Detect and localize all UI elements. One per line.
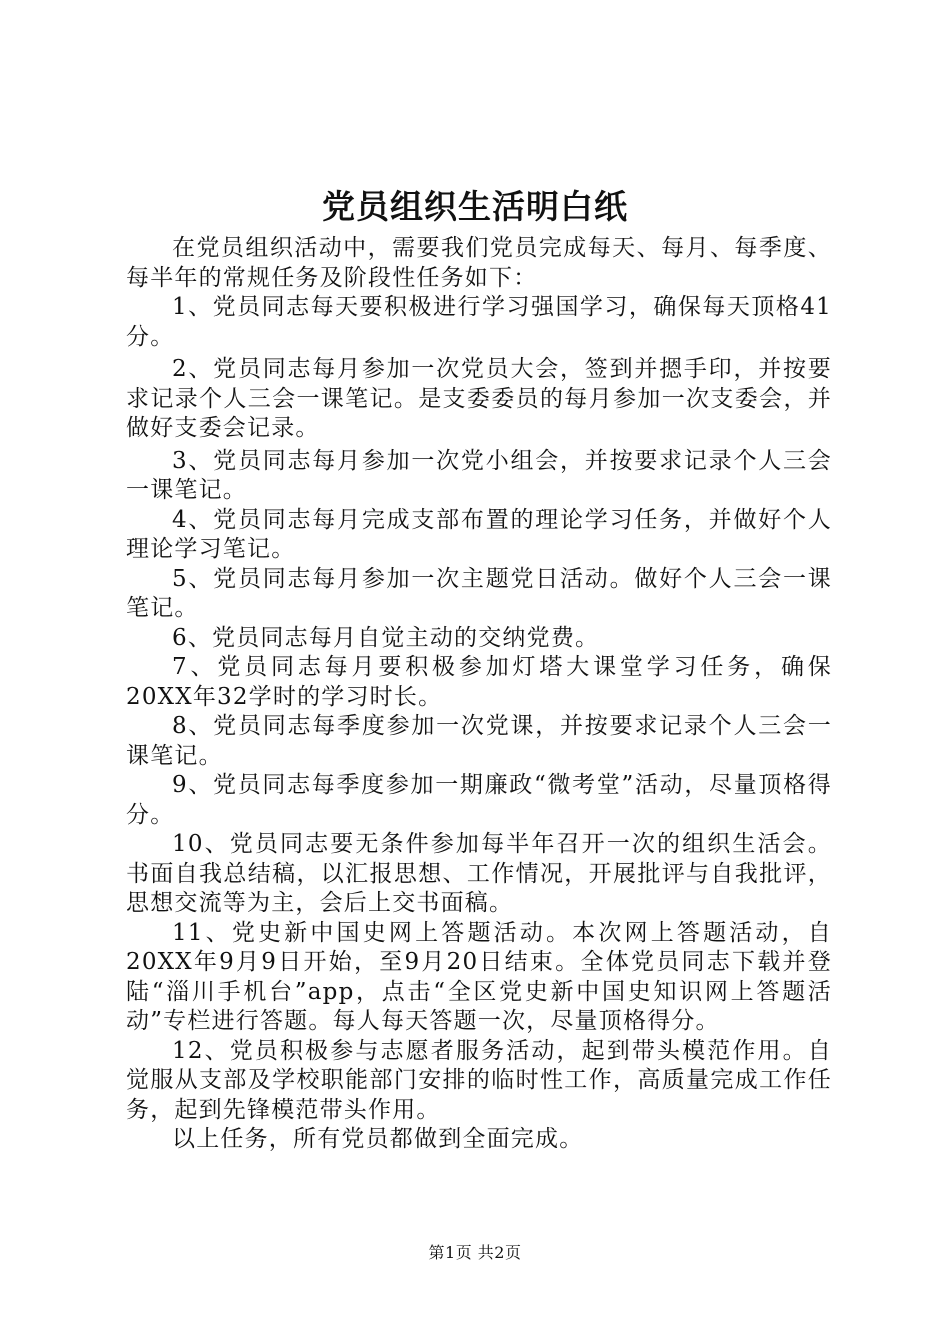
document-body [126, 234, 832, 1155]
task-item-8: 8、党员同志每季度参加一次党课，并按要求记录个人三会一课笔记。 [126, 713, 832, 769]
page-footer: 第1页 共2页 [428, 1243, 522, 1262]
task-item-12: 12、党员积极参与志愿者服务活动，起到带头模范作用。自觉服从支部及学校职能部门安排的临时性工作，高质量完成工作任务，起到先锋模范带头作用。 [126, 1037, 832, 1123]
task-item-5: 5、党员同志每月参加一次主题党日活动。做好个人三会一课笔记。 [126, 565, 832, 621]
task-item-1: 1、党员同志每天要积极进行学习强国学习，确保每天顶格41分。 [126, 294, 832, 350]
document-title: 党员组织生活明白纸 [322, 187, 628, 226]
task-item-3: 3、党员同志每月参加一次党小组会，并按要求记录个人三会一课笔记。 [126, 447, 832, 503]
closing-paragraph: 以上任务，所有党员都做到全面完成。 [172, 1126, 584, 1152]
task-item-2: 2、党员同志每月参加一次党员大会，签到并摁手印，并按要求记录个人三会一课笔记。是支委委员的每月参加一次支委会，并做好支委会记录。 [126, 356, 832, 441]
intro-paragraph: 在党员组织活动中，需要我们党员完成每天、每月、每季度、每半年的常规任务及阶段性任务如下： [126, 235, 832, 291]
task-item-4: 4、党员同志每月完成支部布置的理论学习任务，并做好个人理论学习笔记。 [126, 506, 832, 562]
task-item-9: 9、党员同志每季度参加一期廉政“微考堂”活动，尽量顶格得分。 [126, 772, 832, 828]
task-item-11: 11、党史新中国史网上答题活动。本次网上答题活动，自20XX年9月9日开始，至9月20日结束。全体党员同志下载并登陆“淄川手机台”app，点击“全区党史新中国史知识网上答题活动”专栏进行答题。每人每天答题一次，尽量顶格得分。 [126, 919, 832, 1034]
task-item-10: 10、党员同志要无条件参加每半年召开一次的组织生活会。书面自我总结稿，以汇报思想、工作情况，开展批评与自我批评，思想交流等为主，会后上交书面稿。 [126, 831, 832, 916]
task-item-7: 7、党员同志每月要积极参加灯塔大课堂学习任务，确保20XX年32学时的学习时长。 [126, 654, 832, 710]
task-item-6: 6、党员同志每月自觉主动的交纳党费。 [172, 624, 600, 651]
